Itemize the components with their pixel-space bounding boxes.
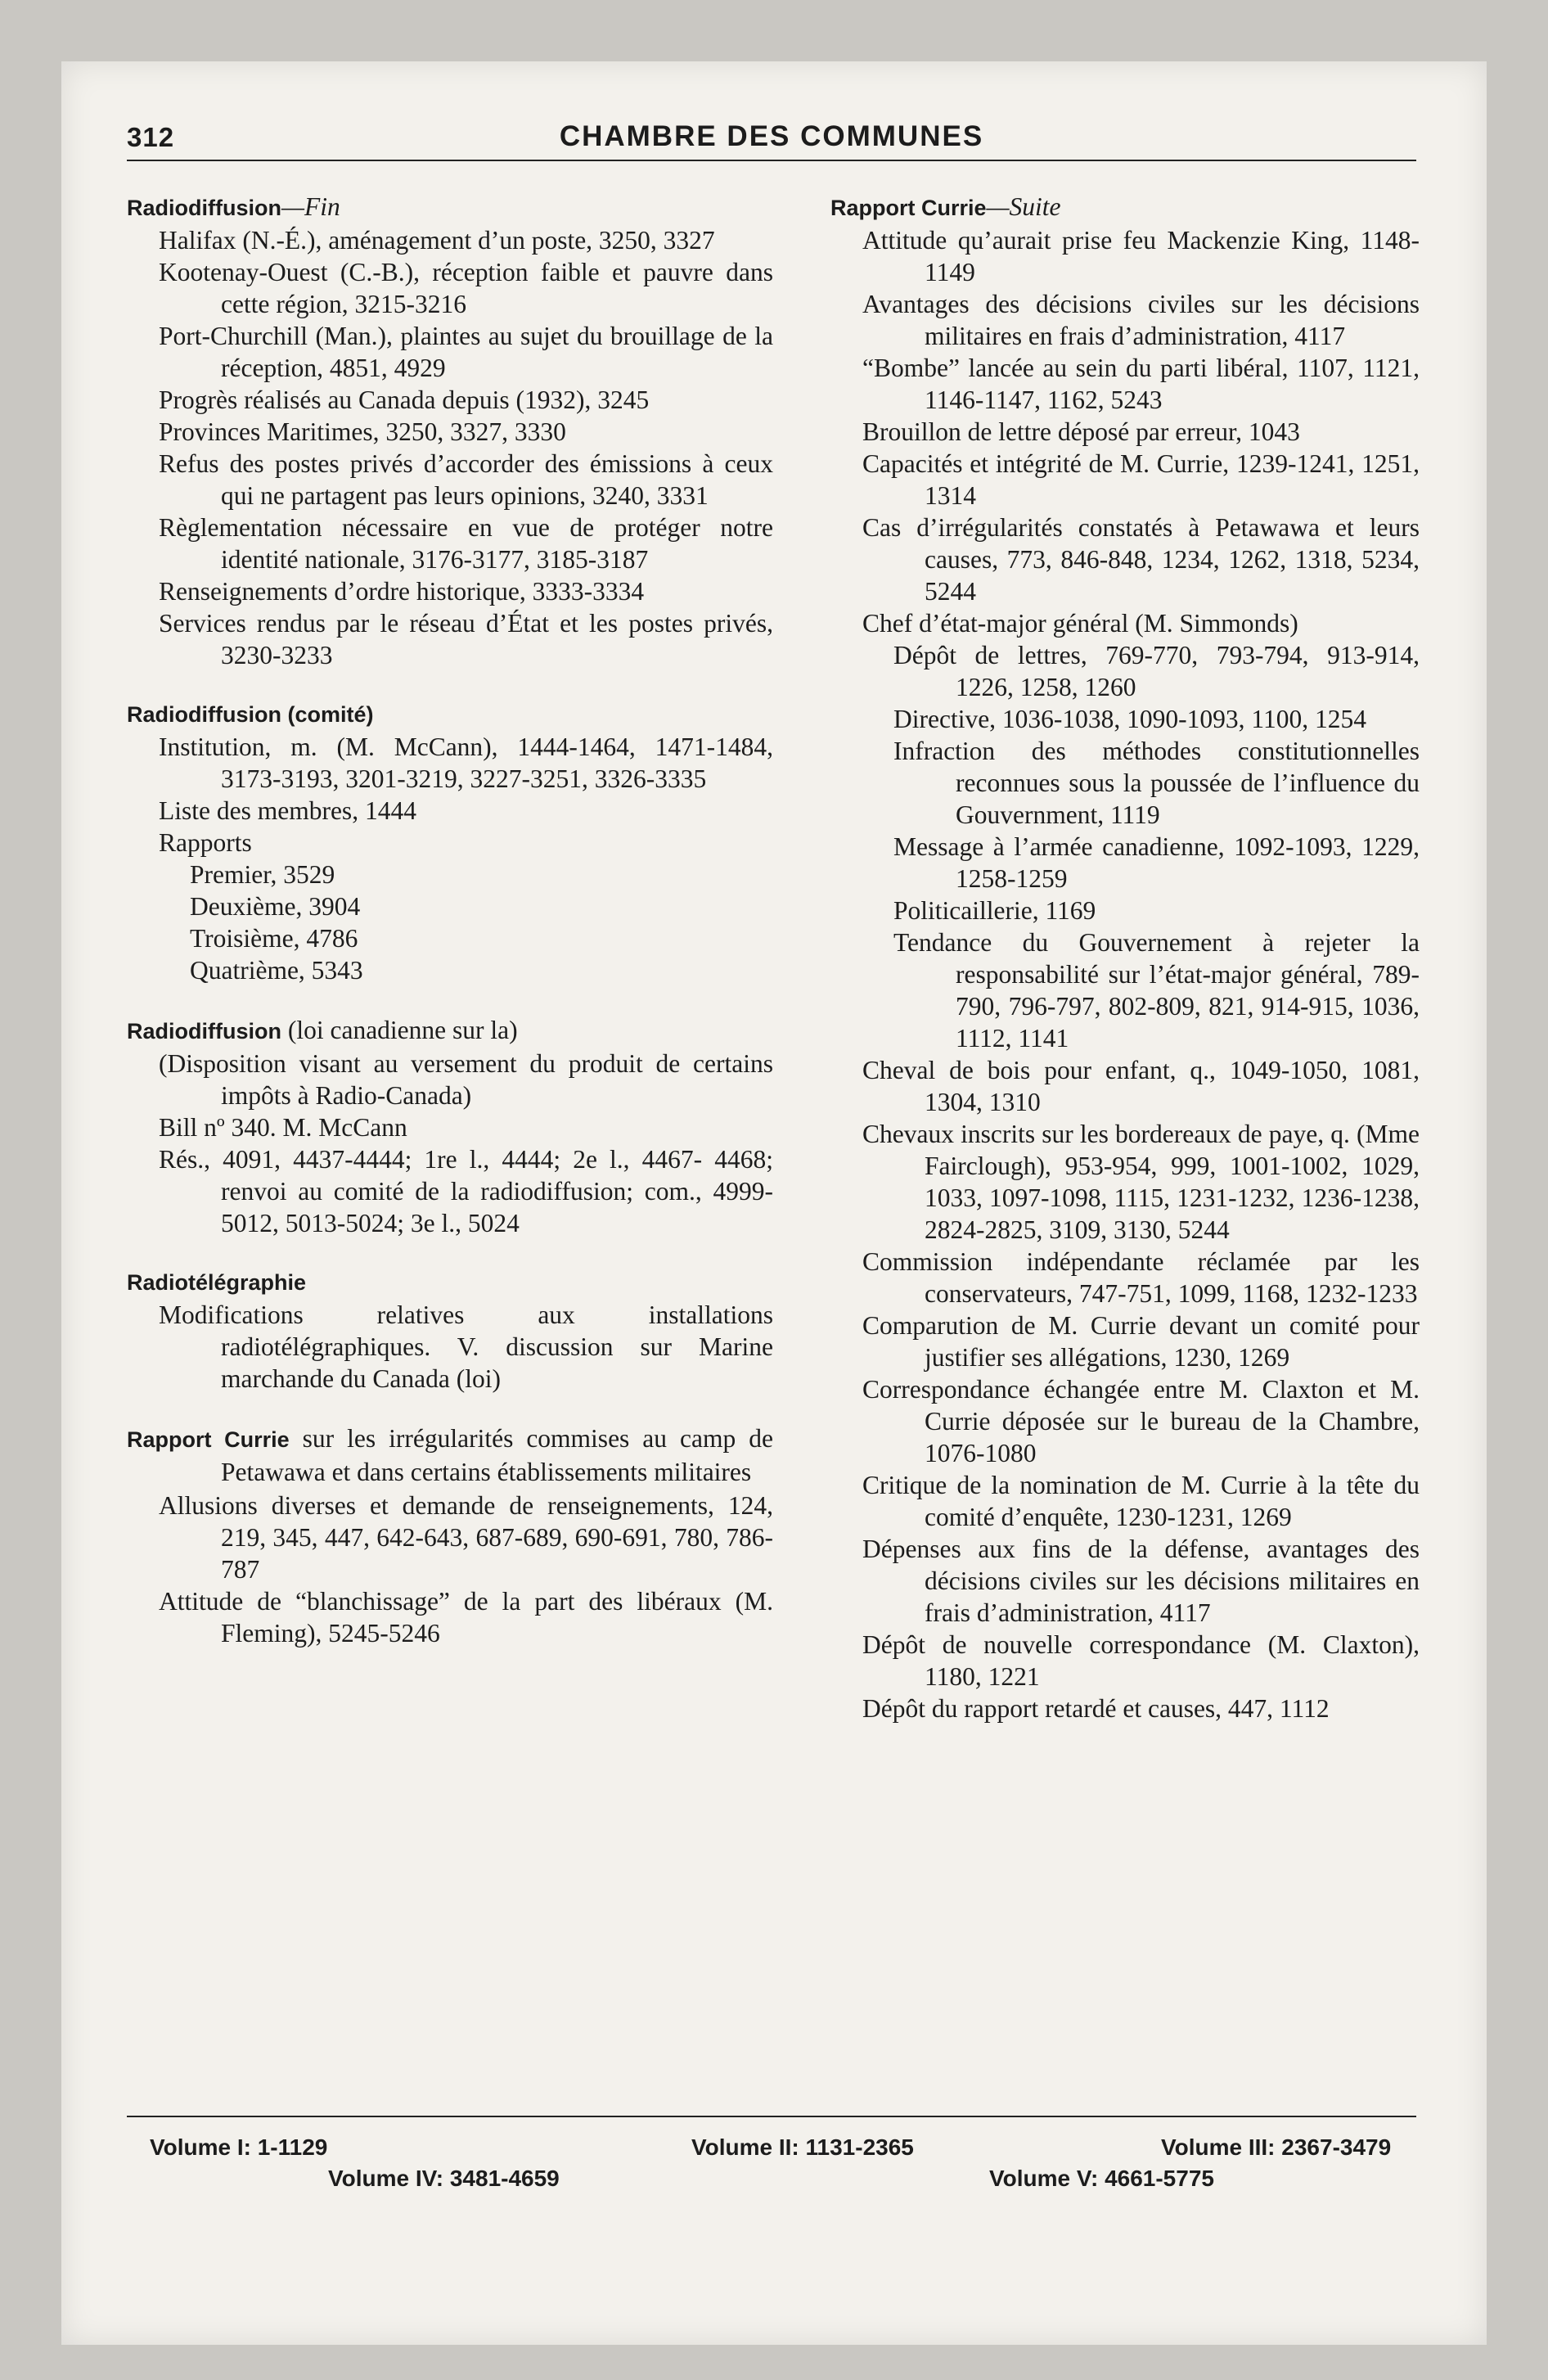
page-header (127, 117, 1416, 161)
index-entry: Message à l’armée canadienne, 1092-1093, 1229, 1258-1259 (893, 832, 1420, 893)
index-entry: Attitude qu’aurait prise feu Mackenzie King, 1148-1149 (862, 226, 1420, 286)
index-section (127, 1422, 773, 1649)
page-number: 312 (127, 122, 175, 152)
index-heading (127, 699, 773, 731)
index-entry: Services rendus par le réseau d’État et les postes privés, 3230-3233 (159, 609, 773, 669)
index-entry: Cas d’irrégularités constatés à Petawawa et leurs causes, 773, 846-848, 1234, 1262, 1318, 5234, 5244 (862, 513, 1420, 606)
index-entry: Avantages des décisions civiles sur les décisions militaires en frais d’administration, 4117 (862, 290, 1420, 350)
volume-3-range: Volume III: 2367-3479 (1161, 2134, 1392, 2160)
index-heading (830, 191, 1420, 224)
volume-4-range: Volume IV: 3481-4659 (328, 2166, 560, 2191)
index-entry: Brouillon de lettre déposé par erreur, 1043 (862, 417, 1300, 446)
left-column (127, 191, 773, 1677)
right-column (830, 191, 1420, 1752)
index-entry: Critique de la nomination de M. Currie à la tête du comité d’enquête, 1230-1231, 1269 (862, 1471, 1420, 1531)
volume-5-range: Volume V: 4661-5775 (989, 2166, 1214, 2191)
heading-term: Radiodiffusion (127, 1019, 281, 1044)
footer-rule (127, 2116, 1416, 2117)
heading-term: Rapport Currie (127, 1427, 290, 1452)
index-entry: Troisième, 4786 (190, 924, 358, 953)
index-heading (127, 1014, 773, 1048)
index-entry: (Disposition visant au versement du produit de certains impôts à Radio-Canada) (159, 1049, 773, 1110)
index-entry: Cheval de bois pour enfant, q., 1049-1050, 1081, 1304, 1310 (862, 1056, 1420, 1116)
index-entry: Deuxième, 3904 (190, 892, 361, 921)
heading-term: Radiodiffusion (127, 196, 281, 220)
index-entry: Règlementation nécessaire en vue de protéger notre identité nationale, 3176-3177, 3185-3187 (159, 513, 773, 574)
heading-term: Radiodiffusion (comité) (127, 702, 374, 727)
index-entry: Chevaux inscrits sur les bordereaux de paye, q. (Mme Fairclough), 953-954, 999, 1001-1002, 1029, 1033, 1097-1098, 1115, 1231-1232, 1236-1238, 2824-2825, 3109, 3130, 5244 (862, 1120, 1420, 1244)
index-entry: Refus des postes privés d’accorder des émissions à ceux qui ne partagent pas leurs opinions, 3240, 3331 (159, 449, 773, 510)
heading-description: (loi canadienne sur la) (281, 1016, 518, 1044)
index-entry: Institution, m. (M. McCann), 1444-1464, 1471-1484, 3173-3193, 3201-3219, 3227-3251, 3326-3335 (159, 732, 773, 793)
index-section (127, 1014, 773, 1239)
heading-continuation: —Suite (986, 192, 1061, 221)
heading-term: Rapport Currie (830, 196, 987, 220)
index-entry: Premier, 3529 (190, 860, 335, 889)
index-heading (127, 191, 773, 224)
index-entry: Kootenay-Ouest (C.-B.), réception faible et pauvre dans cette région, 3215-3216 (159, 258, 773, 318)
index-entry: Modifications relatives aux installations radiotélégraphiques. V. discussion sur Marine marchande du Canada (loi) (159, 1300, 773, 1393)
index-entry: Capacités et intégrité de M. Currie, 1239-1241, 1251, 1314 (862, 449, 1420, 510)
index-heading (127, 1422, 773, 1490)
index-entry: Directive, 1036-1038, 1090-1093, 1100, 1254 (893, 705, 1366, 733)
index-entry: Rés., 4091, 4437-4444; 1re l., 4444; 2e l., 4467- 4468; renvoi au comité de la radiodiffusion; com., 4999-5012, 5013-5024; 3e l., 5024 (159, 1145, 773, 1237)
index-entry: Comparution de M. Currie devant un comité pour justifier ses allégations, 1230, 1269 (862, 1311, 1420, 1372)
index-entry: Progrès réalisés au Canada depuis (1932), 3245 (159, 385, 650, 414)
index-entry: Provinces Maritimes, 3250, 3327, 3330 (159, 417, 566, 446)
index-section (830, 191, 1420, 1724)
page (61, 61, 1487, 2345)
index-entry: Chef d’état-major général (M. Simmonds) (862, 609, 1298, 638)
index-entry: Politicaillerie, 1169 (893, 896, 1096, 925)
index-entry: Halifax (N.-É.), aménagement d’un poste, 3250, 3327 (159, 226, 715, 255)
index-section (127, 191, 773, 671)
volume-1-range: Volume I: 1-1129 (150, 2134, 328, 2160)
index-entry: Correspondance échangée entre M. Claxton et M. Currie déposée sur le bureau de la Chambre, 1076-1080 (862, 1375, 1420, 1467)
heading-term: Radiotélégraphie (127, 1270, 307, 1295)
index-section (127, 1267, 773, 1395)
index-entry: Dépôt de lettres, 769-770, 793-794, 913-914, 1226, 1258, 1260 (893, 641, 1420, 701)
index-entry: Infraction des méthodes constitutionnelles reconnues sous la poussée de l’influence du Gouvernment, 1119 (893, 737, 1420, 829)
index-entry: Attitude de “blanchissage” de la part des libéraux (M. Fleming), 5245-5246 (159, 1587, 773, 1648)
heading-continuation: —Fin (281, 192, 340, 221)
index-entry: Port-Churchill (Man.), plaintes au sujet du brouillage de la réception, 4851, 4929 (159, 322, 773, 382)
index-entry: Commission indépendante réclamée par les conservateurs, 747-751, 1099, 1168, 1232-1233 (862, 1247, 1420, 1308)
volume-footer (127, 2132, 1416, 2194)
volume-2-range: Volume II: 1131-2365 (691, 2134, 914, 2160)
index-heading (127, 1267, 773, 1299)
index-entry: Dépôt de nouvelle correspondance (M. Claxton), 1180, 1221 (862, 1630, 1420, 1691)
index-entry: Dépôt du rapport retardé et causes, 447, 1112 (862, 1694, 1330, 1723)
index-entry: Bill nº 340. M. McCann (159, 1113, 407, 1142)
running-title: CHAMBRE DES COMMUNES (559, 120, 984, 152)
heading-description: sur les irrégularités commises au camp de Petawawa et dans certains établissements militaires (221, 1424, 773, 1486)
index-entry: Renseignements d’ordre historique, 3333-3334 (159, 577, 645, 606)
index-entry: Quatrième, 5343 (190, 956, 363, 985)
index-entry: Liste des membres, 1444 (159, 796, 416, 825)
index-entry: Rapports (159, 828, 252, 857)
index-entry: Tendance du Gouvernement à rejeter la responsabilité sur l’état-major général, 789-790, 796-797, 802-809, 821, 914-915, 1036, 1112, 1141 (893, 928, 1420, 1053)
index-section (127, 699, 773, 986)
index-entry: “Bombe” lancée au sein du parti libéral, 1107, 1121, 1146-1147, 1162, 5243 (862, 354, 1420, 414)
index-entry: Allusions diverses et demande de renseignements, 124, 219, 345, 447, 642-643, 687-689, 690-691, 780, 786-787 (159, 1491, 773, 1584)
index-entry: Dépenses aux fins de la défense, avantages des décisions civiles sur les décisions militaires en frais d’administration, 4117 (862, 1535, 1420, 1627)
